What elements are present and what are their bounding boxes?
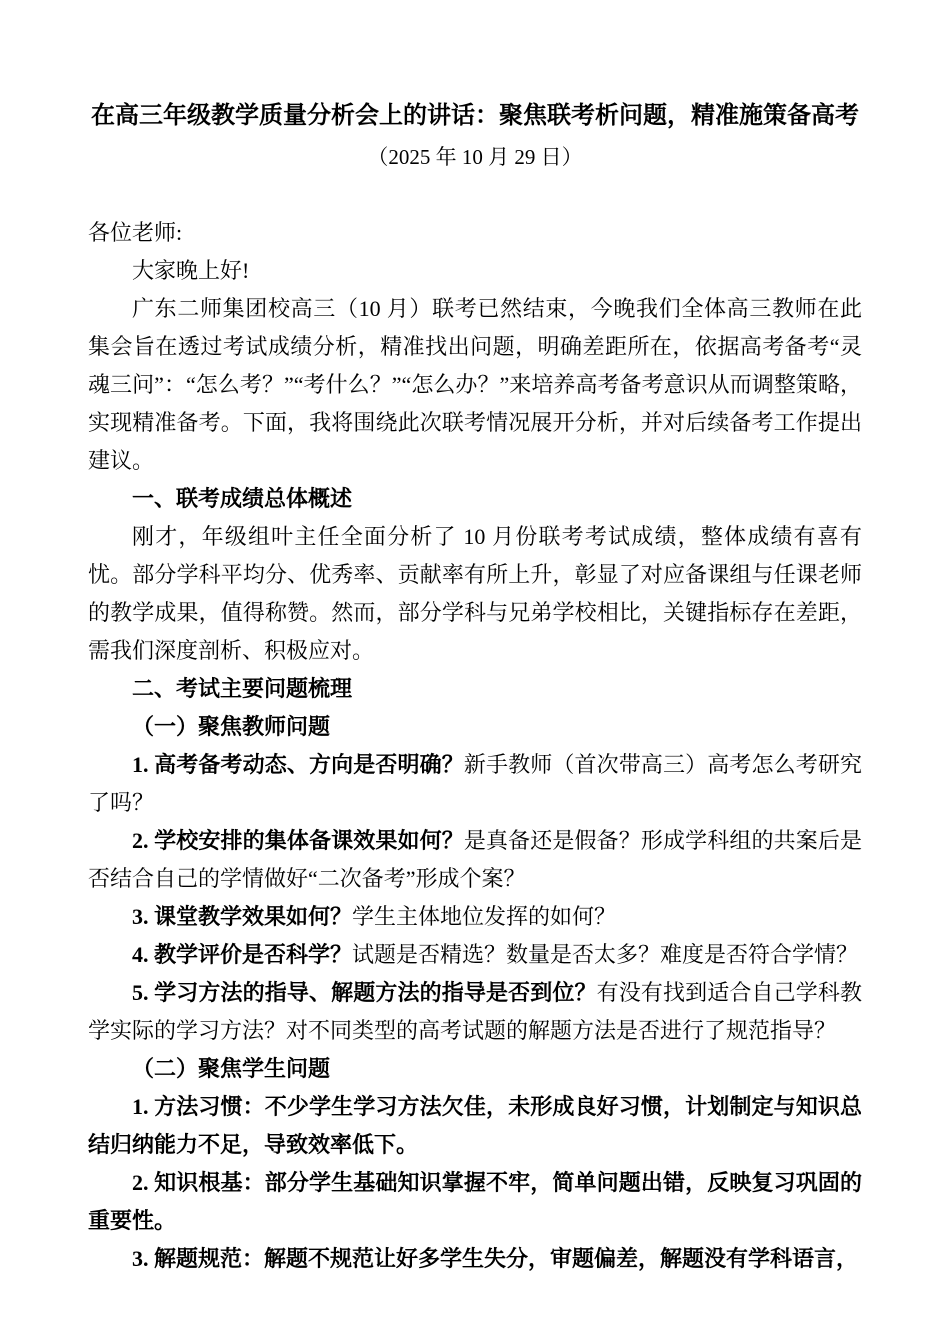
text-run-bold: 3. 解题规范：解题不规范让好多学生失分，审题偏差，解题没有学科语言， xyxy=(132,1246,859,1271)
text-run-bold: 二、考试主要问题梳理 xyxy=(132,676,353,701)
document-date: （2025 年 10 月 29 日） xyxy=(367,145,583,169)
paragraph xyxy=(88,1164,862,1240)
text-run: 刚才，年级组叶主任全面分析了 10 月份联考考试成绩，整体成绩有喜有忧。部分学科平均分、优秀率、贡献率有所上升，彰显了对应备课组与任课老师的教学成果，值得称赞。然而，部分学科与兄弟学校相比，关键指标存在差距，需我们深度剖析、积极应对。 xyxy=(88,524,862,663)
paragraph xyxy=(88,822,862,898)
text-run: 是真备还是假备？形成学科组的共案后是否结合自己的学情做好“二次备考”形成个案？ xyxy=(88,828,862,891)
paragraph xyxy=(88,898,862,936)
document-body xyxy=(88,214,862,1278)
heading2 xyxy=(88,1050,862,1088)
text-run-bold: 2. 学校安排的集体备课效果如何？ xyxy=(132,828,464,853)
heading2 xyxy=(88,708,862,746)
text-run-bold: 1. 方法习惯：不少学生学习方法欠佳，未形成良好习惯，计划制定与知识总结归纳能力不足，导致效率低下。 xyxy=(88,1094,862,1157)
paragraph xyxy=(88,1088,862,1164)
paragraph xyxy=(88,290,862,480)
text-run-bold: （一）聚焦教师问题 xyxy=(132,714,331,739)
text-run: 有没有找到适合自己学科教学实际的学习方法？对不同类型的高考试题的解题方法是否进行了规范指导？ xyxy=(88,980,862,1043)
text-run: 新手教师（首次带高三）高考怎么考研究了吗？ xyxy=(88,752,862,815)
paragraph xyxy=(88,1240,862,1278)
heading1 xyxy=(88,480,862,518)
text-run: 学生主体地位发挥的如何？ xyxy=(352,904,617,929)
paragraph xyxy=(88,252,862,290)
paragraph xyxy=(88,936,862,974)
text-run: 大家晚上好! xyxy=(132,258,250,283)
text-run: 各位老师: xyxy=(88,220,183,245)
text-run-bold: （二）聚焦学生问题 xyxy=(132,1056,331,1081)
text-run-bold: 5. 学习方法的指导、解题方法的指导是否到位？ xyxy=(132,980,597,1005)
text-run-bold: 4. 教学评价是否科学？ xyxy=(132,942,353,967)
text-run-bold: 一、联考成绩总体概述 xyxy=(132,486,353,511)
text-run-bold: 3. 课堂教学效果如何？ xyxy=(132,904,353,929)
paragraph xyxy=(88,746,862,822)
text-run-bold: 2. 知识根基：部分学生基础知识掌握不牢，简单问题出错，反映复习巩固的重要性。 xyxy=(88,1170,862,1233)
text-run: 广东二师集团校高三（10 月）联考已然结束，今晚我们全体高三教师在此集会旨在透过考试成绩分析，精准找出问题，明确差距所在，依据高考备考“灵魂三问”：“怎么考？”“考什么？”“怎么办？”来培养高考备考意识从而调整策略，实现精准备考。下面，我将围绕此次联考情况展开分析，并对后续备考工作提出建议。 xyxy=(88,296,862,473)
heading1 xyxy=(88,670,862,708)
paragraph xyxy=(88,974,862,1050)
text-run-bold: 1. 高考备考动态、方向是否明确？ xyxy=(132,752,464,777)
salutation xyxy=(88,214,862,252)
paragraph xyxy=(88,518,862,670)
document-title: 在高三年级教学质量分析会上的讲话：聚焦联考析问题，精准施策备高考 xyxy=(91,103,859,129)
text-run: 试题是否精选？数量是否太多？难度是否符合学情？ xyxy=(352,942,859,967)
